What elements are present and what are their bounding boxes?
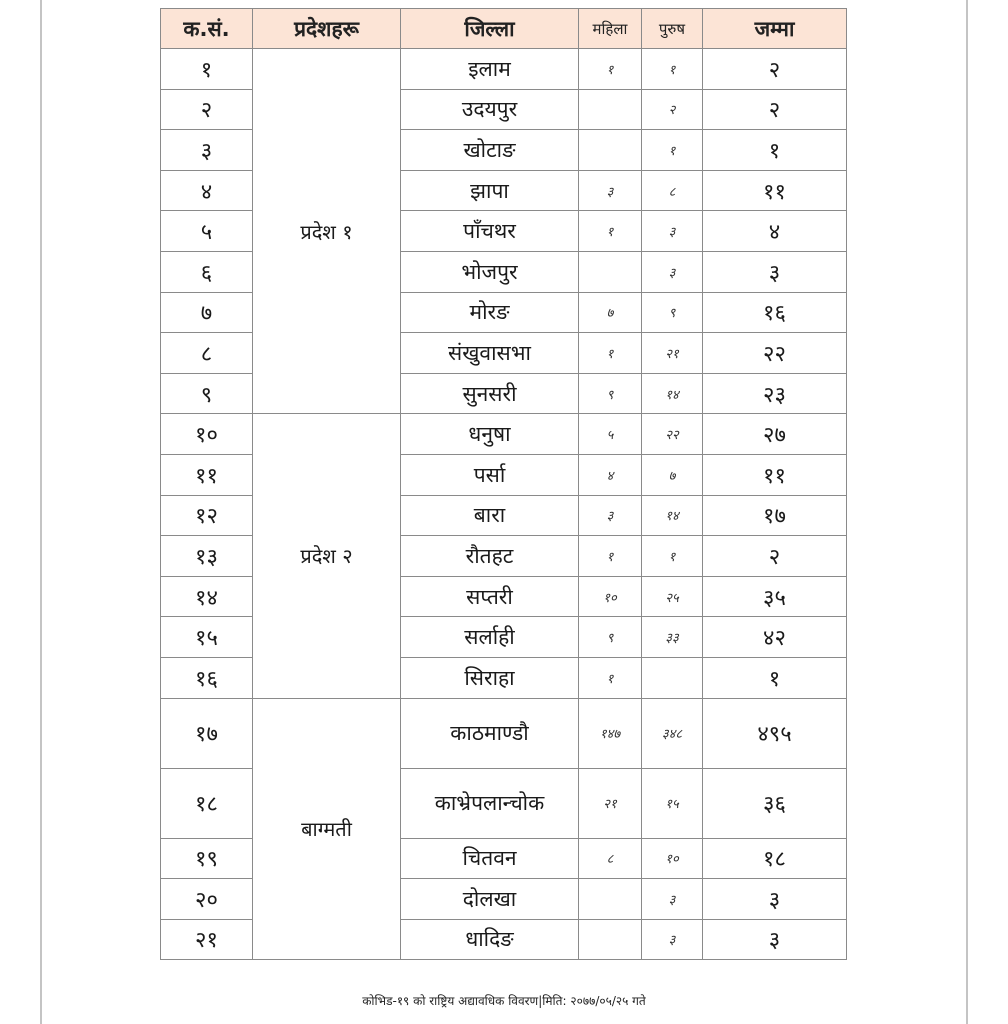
cell-serial: १८ (161, 768, 253, 838)
cell-male: १ (642, 130, 703, 171)
cell-female (579, 919, 642, 960)
cell-male: २५ (642, 576, 703, 617)
cell-district: भोजपुर (401, 251, 579, 292)
cell-female: ५ (579, 414, 642, 455)
cell-female: १४७ (579, 698, 642, 768)
cell-district: खोटाङ (401, 130, 579, 171)
cell-serial: १२ (161, 495, 253, 536)
cell-male: २१ (642, 333, 703, 374)
header-female: महिला (579, 9, 642, 49)
cell-total: १७ (703, 495, 847, 536)
cell-district: सुनसरी (401, 373, 579, 414)
cell-female: ९ (579, 373, 642, 414)
cell-serial: २१ (161, 919, 253, 960)
cell-total: ३५ (703, 576, 847, 617)
cell-female: ८ (579, 838, 642, 879)
cell-male: १५ (642, 768, 703, 838)
cell-male: १ (642, 49, 703, 90)
cell-district: उदयपुर (401, 89, 579, 130)
cell-serial: ६ (161, 251, 253, 292)
cell-serial: १ (161, 49, 253, 90)
cell-district: पाँचथर (401, 211, 579, 252)
cell-total: २ (703, 536, 847, 577)
header-total: जम्मा (703, 9, 847, 49)
cell-serial: ८ (161, 333, 253, 374)
cell-total: ३ (703, 919, 847, 960)
cell-female (579, 130, 642, 171)
cell-total: १ (703, 657, 847, 698)
covid-district-table (160, 8, 847, 960)
cell-total: २३ (703, 373, 847, 414)
cell-female (579, 89, 642, 130)
cell-district: चितवन (401, 838, 579, 879)
cell-male: २ (642, 89, 703, 130)
cell-district: दोलखा (401, 879, 579, 920)
cell-district: मोरङ (401, 292, 579, 333)
cell-serial: ५ (161, 211, 253, 252)
cell-male: ३ (642, 919, 703, 960)
cell-serial: २० (161, 879, 253, 920)
page-border-left (40, 0, 42, 1024)
cell-total: ३ (703, 879, 847, 920)
cell-male: ७ (642, 454, 703, 495)
cell-district: संखुवासभा (401, 333, 579, 374)
table-row (161, 49, 847, 90)
cell-total: ११ (703, 454, 847, 495)
cell-female: १ (579, 536, 642, 577)
cell-total: ४९५ (703, 698, 847, 768)
cell-total: ३ (703, 251, 847, 292)
cell-male: ३३ (642, 617, 703, 658)
cell-serial: १७ (161, 698, 253, 768)
cell-male: १ (642, 536, 703, 577)
cell-female: १ (579, 333, 642, 374)
cell-district: पर्सा (401, 454, 579, 495)
cell-serial: ७ (161, 292, 253, 333)
cell-total: १६ (703, 292, 847, 333)
cell-total: २ (703, 49, 847, 90)
cell-serial: २ (161, 89, 253, 130)
cell-serial: ३ (161, 130, 253, 171)
cell-total: १ (703, 130, 847, 171)
cell-total: ११ (703, 170, 847, 211)
cell-female: १ (579, 211, 642, 252)
cell-male: ३ (642, 879, 703, 920)
cell-male: १४ (642, 373, 703, 414)
cell-serial: १९ (161, 838, 253, 879)
cell-female: १ (579, 657, 642, 698)
cell-female: ७ (579, 292, 642, 333)
page-border-right (966, 0, 968, 1024)
cell-total: १८ (703, 838, 847, 879)
cell-district: सिराहा (401, 657, 579, 698)
header-male: पुरुष (642, 9, 703, 49)
cell-serial: १५ (161, 617, 253, 658)
cell-district: बारा (401, 495, 579, 536)
cell-total: ३६ (703, 768, 847, 838)
footer-caption: कोभिड-१९ को राष्ट्रिय अद्यावधिक विवरण|मिति: २०७७/०५/२५ गते (362, 994, 646, 1008)
cell-male: ९ (642, 292, 703, 333)
cell-male: १४ (642, 495, 703, 536)
cell-total: २२ (703, 333, 847, 374)
cell-female: ३ (579, 495, 642, 536)
cell-male: ३४८ (642, 698, 703, 768)
header-district: जिल्ला (401, 9, 579, 49)
header-serial: क.सं. (161, 9, 253, 49)
cell-district: धादिङ (401, 919, 579, 960)
cell-province: प्रदेश २ (253, 414, 401, 698)
cell-male (642, 657, 703, 698)
table-body (161, 49, 847, 960)
cell-province: बाग्मती (253, 698, 401, 960)
table-header-row (161, 9, 847, 49)
cell-male: ३ (642, 251, 703, 292)
cell-male: २२ (642, 414, 703, 455)
cell-total: ४२ (703, 617, 847, 658)
cell-district: काठमाण्डौ (401, 698, 579, 768)
cell-total: २७ (703, 414, 847, 455)
cell-district: काभ्रेपलान्चोक (401, 768, 579, 838)
cell-district: झापा (401, 170, 579, 211)
cell-serial: ४ (161, 170, 253, 211)
cell-district: रौतहट (401, 536, 579, 577)
cell-male: ८ (642, 170, 703, 211)
cell-female: १० (579, 576, 642, 617)
cell-district: इलाम (401, 49, 579, 90)
cell-female: ४ (579, 454, 642, 495)
cell-district: सर्लाही (401, 617, 579, 658)
cell-serial: १३ (161, 536, 253, 577)
cell-serial: १६ (161, 657, 253, 698)
cell-male: ३ (642, 211, 703, 252)
cell-female (579, 251, 642, 292)
cell-total: ४ (703, 211, 847, 252)
cell-district: धनुषा (401, 414, 579, 455)
cell-female (579, 879, 642, 920)
cell-female: १ (579, 49, 642, 90)
cell-serial: ११ (161, 454, 253, 495)
cell-female: ३ (579, 170, 642, 211)
table-row (161, 414, 847, 455)
cell-female: ९ (579, 617, 642, 658)
cell-female: २१ (579, 768, 642, 838)
cell-serial: १४ (161, 576, 253, 617)
table-row (161, 698, 847, 768)
cell-province: प्रदेश १ (253, 49, 401, 414)
cell-serial: १० (161, 414, 253, 455)
cell-serial: ९ (161, 373, 253, 414)
cell-total: २ (703, 89, 847, 130)
header-province: प्रदेशहरू (253, 9, 401, 49)
cell-male: १० (642, 838, 703, 879)
cell-district: सप्तरी (401, 576, 579, 617)
